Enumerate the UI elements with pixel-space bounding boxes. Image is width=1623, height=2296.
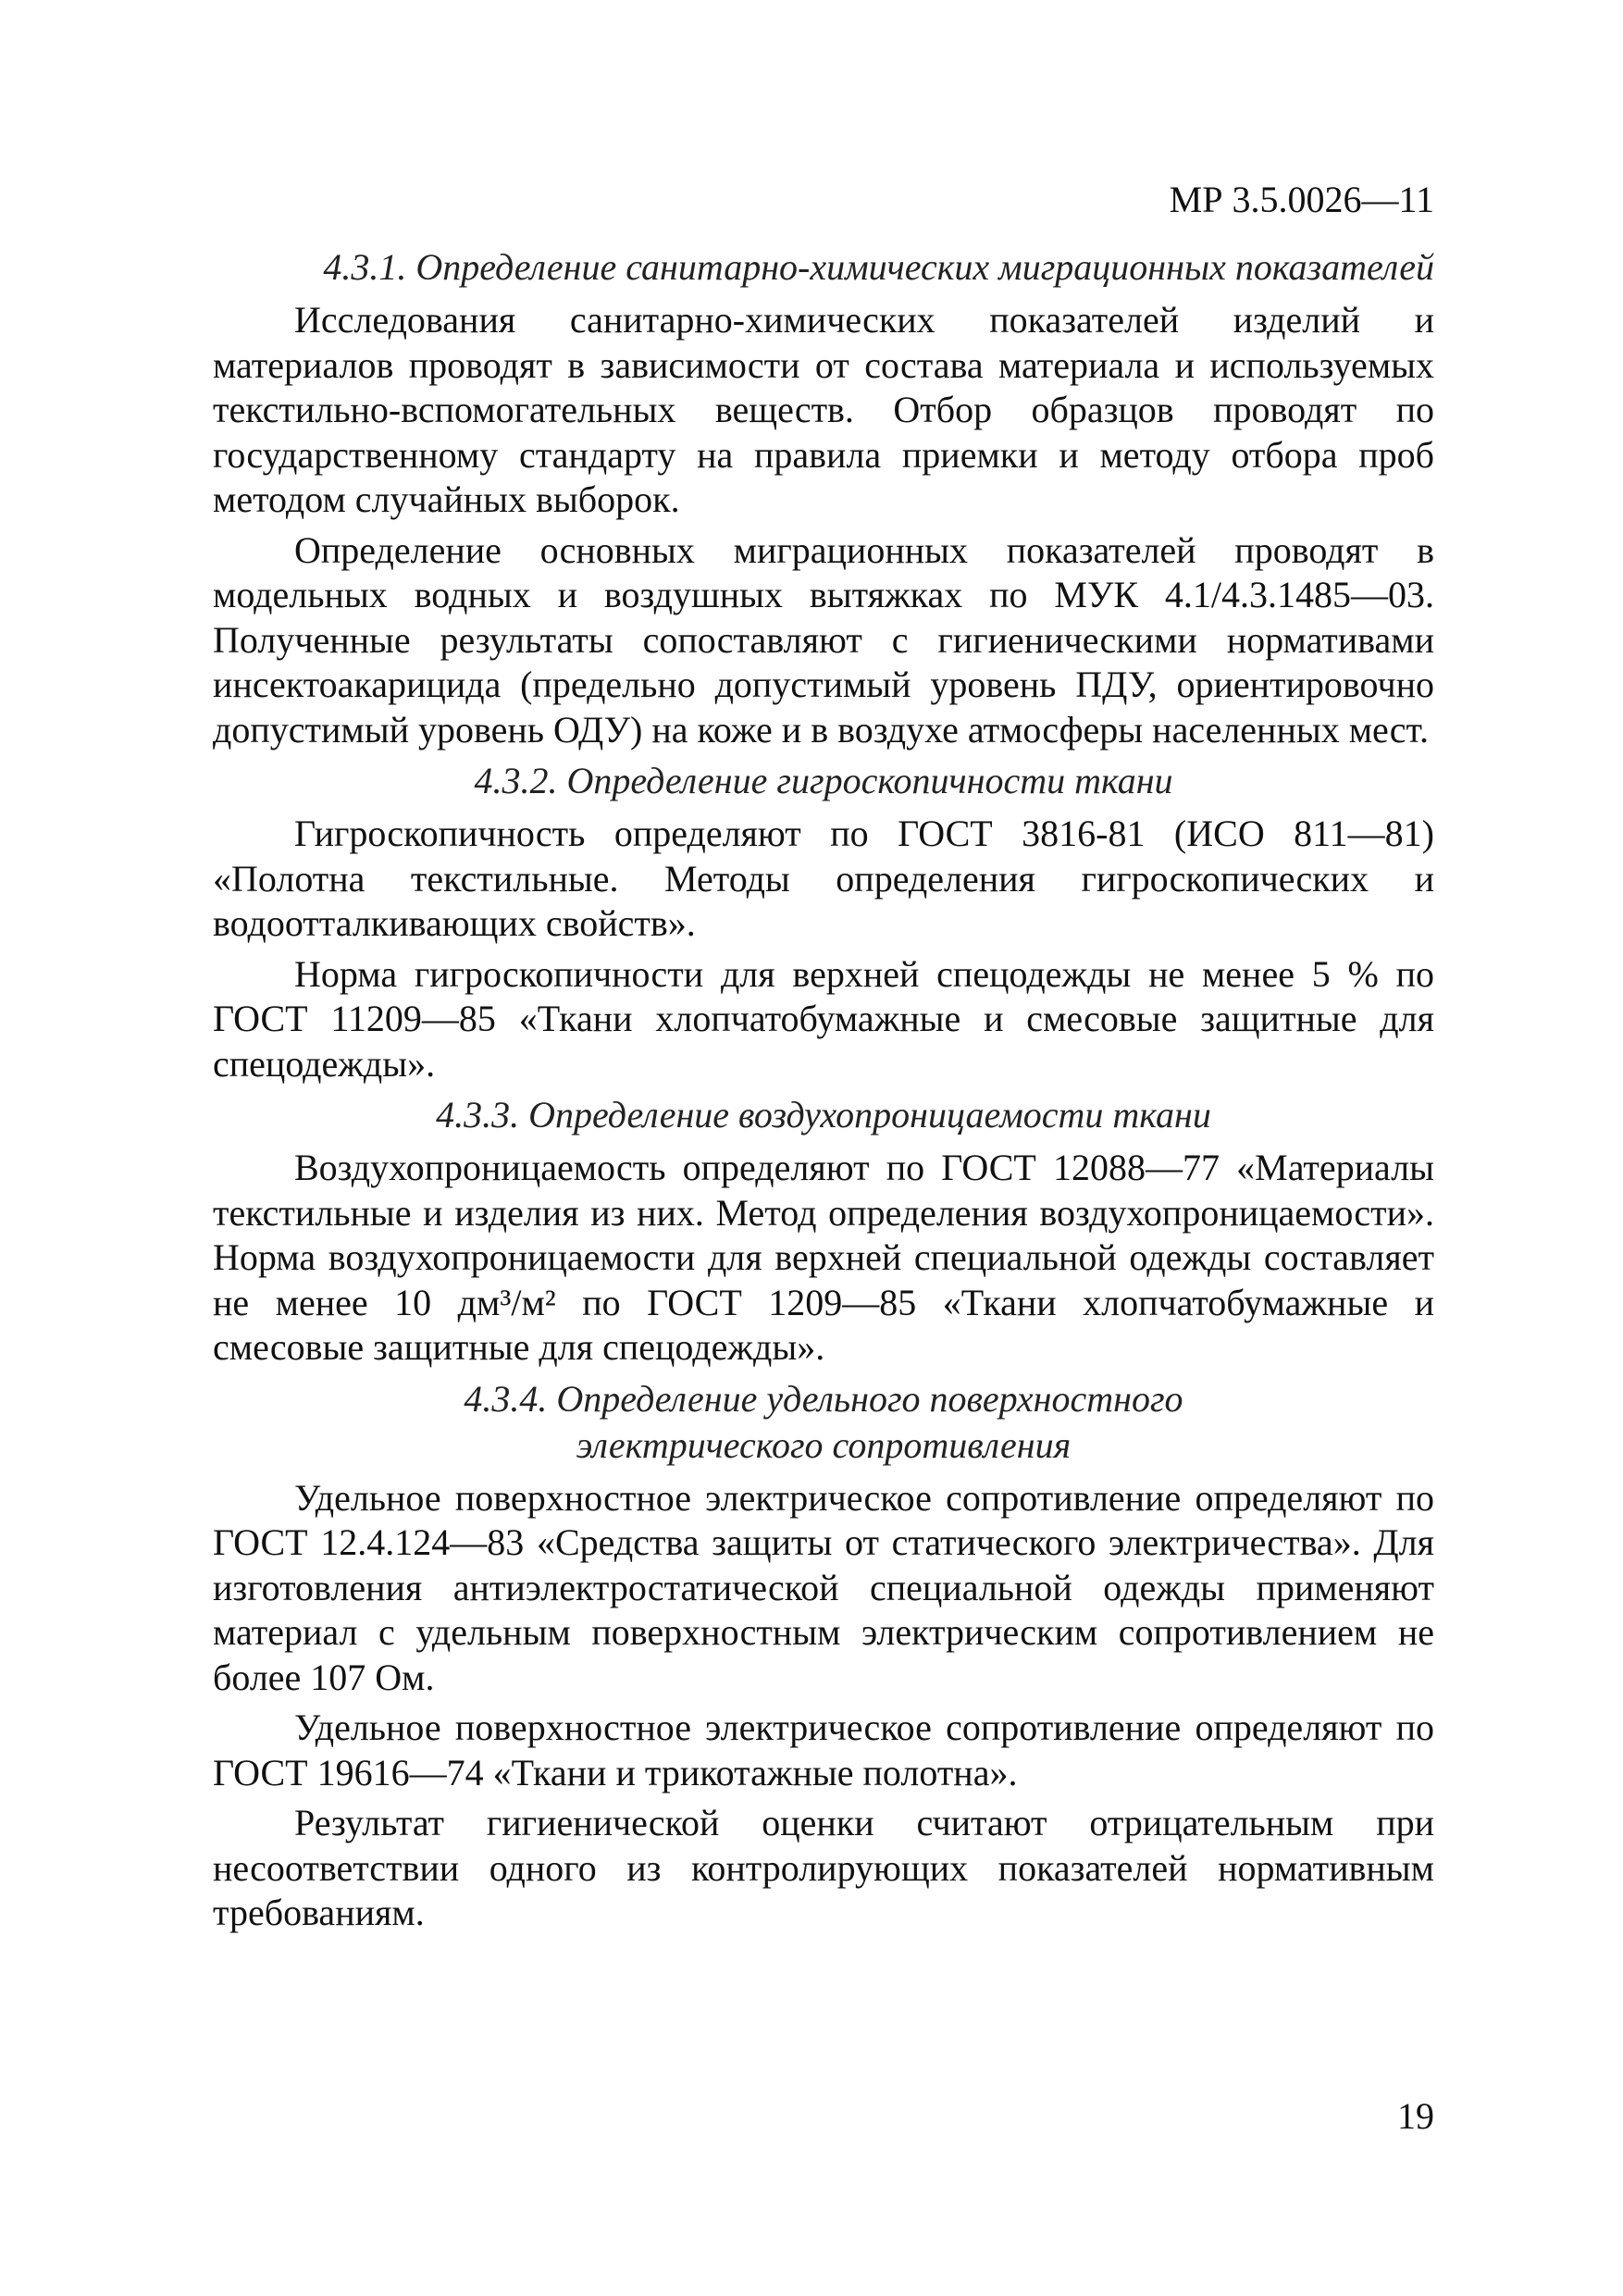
- section-heading: 4.3.3. Определение воздухопроницаемости ткани: [436, 1094, 1211, 1136]
- paragraph: Гигроскопичность определяют по ГОСТ 3816-81 (ИСО 811—81) «Полотна текстильные. Методы определения гигроскопических и водоотталкивающих свойств».: [213, 813, 1434, 944]
- document-code: МР 3.5.0026—11: [1169, 179, 1434, 220]
- section-heading: 4.3.2. Определение гигроскопичности ткани: [474, 760, 1173, 801]
- section-4-3-2: [213, 758, 1434, 1086]
- paragraph: Воздухопроницаемость определяют по ГОСТ 12088—77 «Материалы текстильные и изделия из них. Метод определения воздухопроницаемости». Норма воздухопроницаемости для верхней специальной одежды составляет не менее 10 дм³/м² по ГОСТ 1209—85 «Ткани хлопчатобумажные и смесовые защитные для спецодежды».: [213, 1147, 1434, 1368]
- paragraph: Удельное поверхностное электрическое сопротивление определяют по ГОСТ 19616—74 «Ткани и трикотажные полотна».: [213, 1706, 1434, 1793]
- paragraph: Определение основных миграционных показателей проводят в модельных водных и воздушных вытяжках по МУК 4.1/4.3.1485—03. Полученные результаты сопоставляют с гигиеническими нормативами инсектоакарицида (предельно допустимый уровень ПДУ, ориентировочно допустимый уровень ОДУ) на коже и в воздухе атмосферы населенных мест.: [213, 528, 1434, 751]
- document-page: [213, 176, 1434, 1942]
- section-4-3-1: [213, 244, 1434, 752]
- paragraph: Результат гигиенической оценки считают отрицательным при несоответствии одного из контролирующих показателей нормативным требованиям.: [213, 1802, 1434, 1933]
- section-heading: 4.3.1. Определение санитарно-химических миграционных показателей: [323, 246, 1434, 288]
- section-4-3-3: [213, 1092, 1434, 1371]
- section-4-3-4: [213, 1376, 1434, 1936]
- paragraph: Норма гигроскопичности для верхней спецодежды не менее 5 % по ГОСТ 11209—85 «Ткани хлопчатобумажные и смесовые защитные для спецодежды».: [213, 952, 1434, 1085]
- section-heading: 4.3.4. Определение удельного поверхностного электрического сопротивления: [464, 1377, 1183, 1466]
- paragraph: Удельное поверхностное электрическое сопротивление определяют по ГОСТ 12.4.124—83 «Средства защиты от статического электричества». Для изготовления антиэлектростатической специальной одежды применяют материал с удельным поверхностным электрическим сопротивлением не более 107 Ом.: [213, 1476, 1434, 1698]
- page-number: 19: [1397, 2095, 1434, 2137]
- paragraph: Исследования санитарно-химических показателей изделий и материалов проводят в зависимости от состава материала и используемых текстильно-вспомогательных веществ. Отбор образцов проводят по государственному стандарту на правила приемки и методу отбора проб методом случайных выборок.: [213, 299, 1434, 520]
